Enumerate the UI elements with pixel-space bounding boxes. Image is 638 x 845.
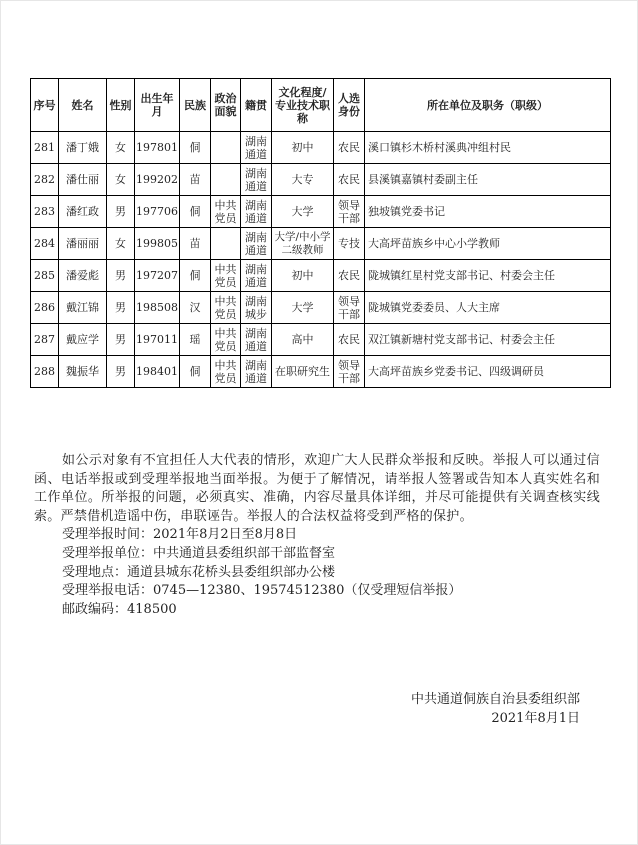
signature-org: 中共通道侗族自治县委组织部 — [410, 692, 580, 707]
table-row — [31, 356, 611, 388]
cell-identity: 领导干部 — [334, 292, 365, 324]
cell-name: 潘丁娥 — [59, 132, 107, 164]
candidate-table — [30, 78, 611, 388]
cell-edu: 在职研究生 — [272, 356, 334, 388]
cell-gender: 男 — [107, 260, 135, 292]
cell-no: 283 — [31, 196, 59, 228]
cell-gender: 男 — [107, 196, 135, 228]
cell-unit: 大高坪苗族乡中心小学教师 — [365, 228, 611, 260]
notice-time: 受理举报时间：2021年8月2日至8月8日 — [62, 527, 298, 543]
cell-edu: 高中 — [272, 324, 334, 356]
cell-identity: 农民 — [334, 324, 365, 356]
cell-gender: 女 — [107, 228, 135, 260]
cell-no: 281 — [31, 132, 59, 164]
cell-unit: 大高坪苗族乡党委书记、四级调研员 — [365, 356, 611, 388]
cell-party: 中共党员 — [211, 356, 241, 388]
cell-party — [211, 228, 241, 260]
cell-edu: 初中 — [272, 260, 334, 292]
cell-origin: 湖南通道 — [241, 132, 272, 164]
cell-no: 282 — [31, 164, 59, 196]
cell-party: 中共党员 — [211, 324, 241, 356]
table-row — [31, 260, 611, 292]
cell-edu: 大学 — [272, 292, 334, 324]
cell-edu: 大专 — [272, 164, 334, 196]
cell-birth: 198401 — [135, 356, 180, 388]
cell-origin: 湖南通道 — [241, 356, 272, 388]
header-cell: 所在单位及职务（职级） — [365, 79, 611, 132]
cell-edu: 大学/中小学二级教师 — [272, 228, 334, 260]
table-row — [31, 292, 611, 324]
cell-origin: 湖南通道 — [241, 228, 272, 260]
cell-no: 287 — [31, 324, 59, 356]
header-cell: 民族 — [180, 79, 211, 132]
cell-origin: 湖南通道 — [241, 260, 272, 292]
table-row — [31, 164, 611, 196]
cell-birth: 197011 — [135, 324, 180, 356]
header-cell: 人选身份 — [334, 79, 365, 132]
cell-party — [211, 164, 241, 196]
cell-birth: 197706 — [135, 196, 180, 228]
table-header-row — [31, 79, 611, 132]
cell-name: 戴应学 — [59, 324, 107, 356]
cell-birth: 198508 — [135, 292, 180, 324]
cell-identity: 领导干部 — [334, 196, 365, 228]
cell-ethnic: 侗 — [180, 260, 211, 292]
notice-place: 受理地点：通道县城东花桥头县委组织部办公楼 — [62, 564, 336, 580]
cell-origin: 湖南通道 — [241, 164, 272, 196]
cell-unit: 陇城镇红星村党支部书记、村委会主任 — [365, 260, 611, 292]
cell-unit: 陇城镇党委委员、人大主席 — [365, 292, 611, 324]
cell-origin: 湖南通道 — [241, 324, 272, 356]
cell-no: 286 — [31, 292, 59, 324]
cell-name: 潘仕丽 — [59, 164, 107, 196]
notice-paragraph: 如公示对象有不宜担任人大代表的情形，欢迎广大人民群众举报和反映。举报人可以通过信函、电话举报或到受理举报地当面举报。为便于了解情况，请举报人签署或告知本人真实姓名和工作单位。所举报的问题，必须真实、准确，内容尽量具体详细，并尽可能提供有关调查核实线索。严禁借机造谣中伤，串联诬告。举报人的合法权益将受到严格的保护。 — [34, 453, 600, 524]
cell-gender: 男 — [107, 324, 135, 356]
cell-name: 潘红政 — [59, 196, 107, 228]
cell-birth: 199202 — [135, 164, 180, 196]
cell-origin: 湖南通道 — [241, 196, 272, 228]
cell-unit: 双江镇新塘村党支部书记、村委会主任 — [365, 324, 611, 356]
cell-no: 285 — [31, 260, 59, 292]
cell-ethnic: 瑶 — [180, 324, 211, 356]
cell-birth: 197801 — [135, 132, 180, 164]
cell-ethnic: 侗 — [180, 196, 211, 228]
cell-gender: 女 — [107, 164, 135, 196]
cell-name: 潘丽丽 — [59, 228, 107, 260]
header-cell: 姓名 — [59, 79, 107, 132]
cell-party — [211, 132, 241, 164]
cell-unit: 溪口镇杉木桥村溪典冲组村民 — [365, 132, 611, 164]
cell-party: 中共党员 — [211, 260, 241, 292]
cell-ethnic: 苗 — [180, 228, 211, 260]
cell-edu: 初中 — [272, 132, 334, 164]
cell-identity: 农民 — [334, 260, 365, 292]
cell-name: 魏振华 — [59, 356, 107, 388]
notice-phone: 受理举报电话：0745—12380、19574512380（仅受理短信举报） — [62, 583, 462, 599]
notice-section — [34, 452, 600, 619]
cell-gender: 男 — [107, 356, 135, 388]
table-row — [31, 196, 611, 228]
signature-block — [360, 690, 580, 728]
cell-unit: 县溪镇嘉镇村委副主任 — [365, 164, 611, 196]
cell-name: 戴江锦 — [59, 292, 107, 324]
cell-gender: 女 — [107, 132, 135, 164]
cell-identity: 农民 — [334, 164, 365, 196]
header-cell: 出生年月 — [135, 79, 180, 132]
cell-edu: 大学 — [272, 196, 334, 228]
cell-identity: 专技 — [334, 228, 365, 260]
table-row — [31, 132, 611, 164]
notice-postcode: 邮政编码：418500 — [62, 601, 177, 617]
cell-birth: 199805 — [135, 228, 180, 260]
table-row — [31, 228, 611, 260]
header-cell: 政治面貌 — [211, 79, 241, 132]
cell-ethnic: 汉 — [180, 292, 211, 324]
header-cell: 文化程度/专业技术职称 — [272, 79, 334, 132]
cell-ethnic: 侗 — [180, 356, 211, 388]
table-row — [31, 324, 611, 356]
header-cell: 籍贯 — [241, 79, 272, 132]
cell-party: 中共党员 — [211, 292, 241, 324]
cell-ethnic: 侗 — [180, 132, 211, 164]
cell-no: 284 — [31, 228, 59, 260]
header-cell: 序号 — [31, 79, 59, 132]
cell-origin: 湖南城步 — [241, 292, 272, 324]
notice-unit: 受理举报单位：中共通道县委组织部干部监督室 — [62, 545, 336, 561]
cell-ethnic: 苗 — [180, 164, 211, 196]
cell-identity: 农民 — [334, 132, 365, 164]
signature-date: 2021年8月1日 — [491, 711, 580, 726]
cell-no: 288 — [31, 356, 59, 388]
cell-party: 中共党员 — [211, 196, 241, 228]
cell-identity: 领导干部 — [334, 356, 365, 388]
cell-name: 潘爱彪 — [59, 260, 107, 292]
cell-birth: 197207 — [135, 260, 180, 292]
header-cell: 性别 — [107, 79, 135, 132]
cell-unit: 独坡镇党委书记 — [365, 196, 611, 228]
cell-gender: 男 — [107, 292, 135, 324]
